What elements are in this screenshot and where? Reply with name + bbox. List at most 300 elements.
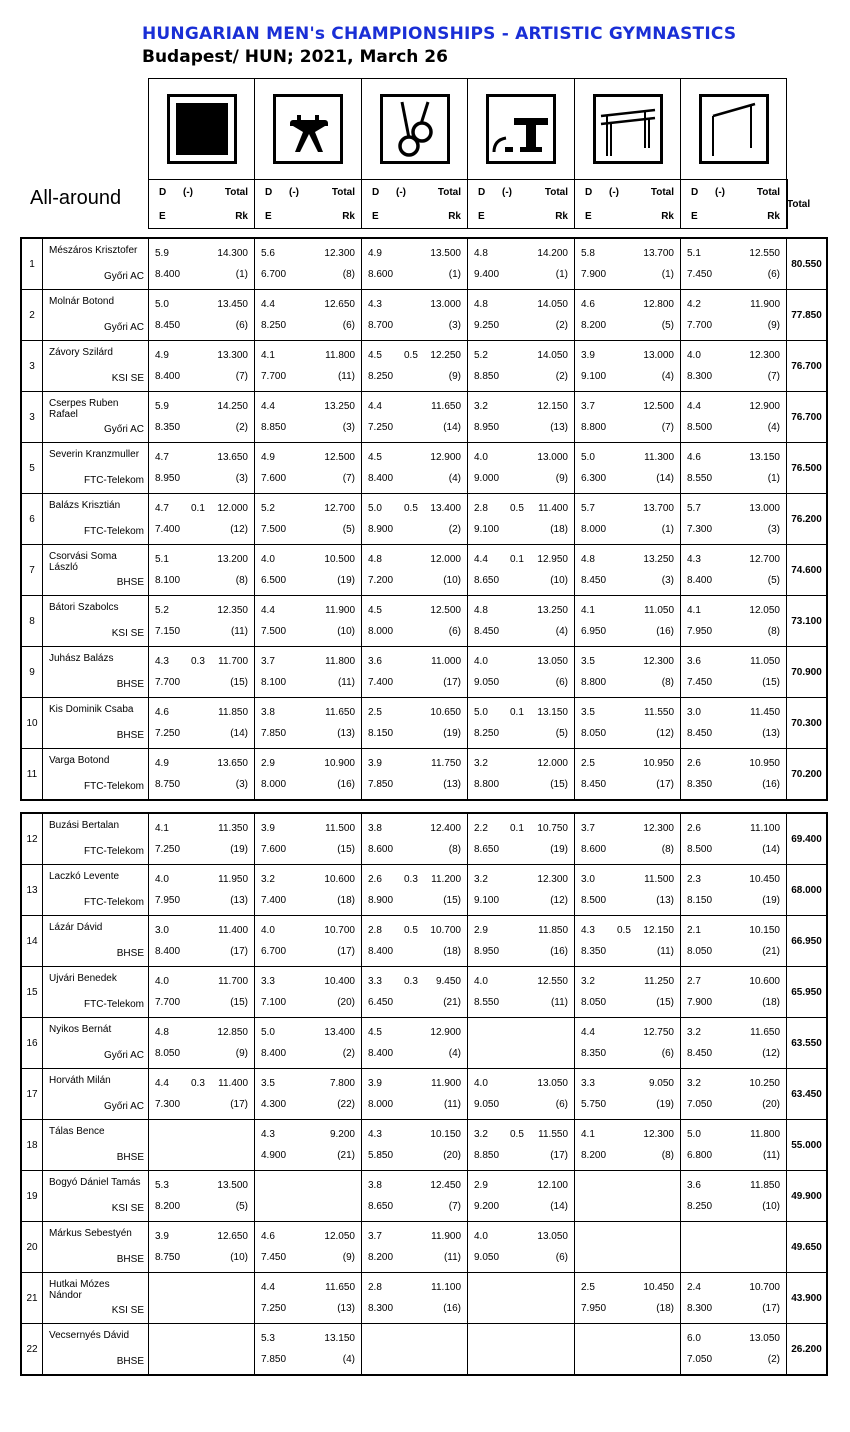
e-score: 8.650	[474, 575, 500, 586]
e-score: 7.850	[368, 779, 394, 790]
d-score: 3.6	[687, 1180, 701, 1191]
athlete-name: Nyikos Bernát	[49, 1024, 112, 1035]
event-score-cell	[149, 1069, 255, 1120]
event-total: 11.800	[750, 1129, 780, 1140]
e-score: 6.700	[261, 269, 287, 280]
e-score: 5.750	[581, 1099, 607, 1110]
event-total: 12.850	[217, 1027, 248, 1038]
event-score-cell	[468, 749, 575, 800]
e-score: 6.700	[261, 946, 287, 957]
pen-label: (-)	[502, 186, 512, 198]
penalty: 0.3	[404, 874, 418, 885]
athlete-cell	[43, 392, 149, 443]
e-score: 8.400	[687, 575, 713, 586]
d-score: 4.1	[581, 605, 595, 616]
event-score-cell	[468, 865, 575, 916]
parallel-bars-icon	[593, 94, 663, 164]
event-score-cell	[149, 392, 255, 443]
event-rank: (8)	[661, 677, 674, 688]
e-score: 8.050	[155, 1048, 181, 1059]
event-total: 10.650	[430, 707, 461, 718]
event-total: 11.650	[325, 1282, 355, 1293]
event-total: 10.250	[749, 1078, 780, 1089]
event-total: 13.450	[217, 299, 248, 310]
event-rank: (14)	[230, 728, 248, 739]
event-total: 11.400	[218, 925, 248, 936]
event-score-cell	[255, 239, 362, 290]
event-score-cell	[468, 290, 575, 341]
table-row	[22, 1171, 827, 1222]
event-rank: (11)	[230, 626, 248, 637]
event-total: 12.300	[643, 823, 674, 834]
event-rank: (8)	[661, 1150, 674, 1161]
event-rank: (14)	[550, 1201, 568, 1212]
event-score-cell	[149, 290, 255, 341]
d-score: 5.0	[474, 707, 488, 718]
event-total: 10.750	[537, 823, 568, 834]
col-header-hbar	[681, 180, 811, 229]
athlete-cell	[43, 1018, 149, 1069]
event-rank: (13)	[550, 422, 568, 433]
e-score: 7.950	[155, 895, 181, 906]
e-score: 8.900	[368, 524, 394, 535]
all-around-total: 65.950	[787, 967, 827, 1018]
event-total: 11.800	[325, 656, 355, 667]
event-rank: (1)	[661, 524, 674, 535]
d-score: 4.6	[581, 299, 595, 310]
d-score: 4.4	[261, 401, 275, 412]
athlete-club: Győri AC	[103, 1050, 144, 1061]
event-rank: (6)	[235, 320, 248, 331]
event-rank: (20)	[762, 1099, 780, 1110]
athlete-name: Cserpes Ruben Rafael	[49, 398, 119, 420]
pen-label: (-)	[183, 186, 193, 198]
rank-cell: 11	[22, 749, 43, 800]
all-around-total: 70.300	[787, 698, 827, 749]
event-score-cell	[255, 967, 362, 1018]
event-rank: (21)	[337, 1150, 355, 1161]
table-row	[22, 967, 827, 1018]
e-score: 8.800	[581, 677, 607, 688]
event-total: 12.000	[217, 503, 248, 514]
event-total: 10.600	[749, 976, 780, 987]
high-bar-icon	[699, 94, 769, 164]
d-score: 4.7	[155, 503, 169, 514]
event-rank: (11)	[762, 1150, 780, 1161]
d-score: 2.9	[474, 925, 488, 936]
e-score: 8.050	[687, 946, 713, 957]
event-score-cell	[468, 392, 575, 443]
event-total: 12.050	[324, 1231, 355, 1242]
e-score: 7.050	[687, 1099, 713, 1110]
event-total: 13.200	[217, 554, 248, 565]
e-score: 8.250	[687, 1201, 713, 1212]
event-score-cell	[681, 1324, 787, 1375]
d-score: 5.1	[687, 248, 701, 259]
e-score: 7.400	[155, 524, 181, 535]
athlete-name: Hutkai Mózes Nándor	[49, 1279, 110, 1301]
event-total: 13.050	[537, 1078, 568, 1089]
e-score: 9.050	[474, 1099, 500, 1110]
rk-label: Rk	[555, 210, 568, 222]
pen-label: (-)	[289, 186, 299, 198]
e-score: 7.250	[261, 1303, 287, 1314]
event-rank: (10)	[337, 626, 355, 637]
e-score: 7.250	[368, 422, 394, 433]
event-score-cell	[149, 814, 255, 865]
e-score: 7.250	[155, 728, 181, 739]
event-score-cell	[255, 443, 362, 494]
d-score: 3.5	[581, 707, 595, 718]
event-rank: (8)	[661, 844, 674, 855]
event-score-cell	[255, 1018, 362, 1069]
athlete-club: FTC-Telekom	[83, 846, 144, 857]
event-rank: (22)	[337, 1099, 355, 1110]
event-total: 12.000	[537, 758, 568, 769]
event-score-cell	[255, 1069, 362, 1120]
e-score: 8.350	[581, 1048, 607, 1059]
event-score-cell	[255, 647, 362, 698]
event-total: 12.300	[643, 656, 674, 667]
e-score: 7.200	[368, 575, 394, 586]
e-score: 8.300	[368, 1303, 394, 1314]
pen-label: (-)	[396, 186, 406, 198]
event-score-cell	[149, 1171, 255, 1222]
event-rank: (18)	[337, 895, 355, 906]
table-row	[22, 916, 827, 967]
event-score-cell	[362, 545, 468, 596]
event-score-cell	[255, 290, 362, 341]
e-score: 8.750	[155, 779, 181, 790]
d-score: 4.3	[368, 299, 382, 310]
all-around-total: 49.900	[787, 1171, 827, 1222]
event-total: 12.300	[643, 1129, 674, 1140]
e-score: 7.900	[581, 269, 607, 280]
d-score: 6.0	[687, 1333, 701, 1344]
e-label: E	[372, 210, 379, 222]
event-score-cell	[255, 545, 362, 596]
event-score-cell	[575, 865, 681, 916]
event-rank: (2)	[235, 422, 248, 433]
event-total: 13.000	[537, 452, 568, 463]
athlete-name: Horváth Milán	[49, 1075, 111, 1086]
event-total: 11.850	[538, 925, 568, 936]
pommel-horse-icon	[273, 94, 343, 164]
total-label: Total	[224, 186, 248, 198]
page-title: HUNGARIAN MEN's CHAMPIONSHIPS - ARTISTIC GYMNASTICS	[142, 24, 737, 44]
event-score-cell	[575, 1171, 681, 1222]
e-score: 8.300	[687, 371, 713, 382]
e-score: 6.800	[687, 1150, 713, 1161]
d-score: 5.0	[581, 452, 595, 463]
e-score: 8.450	[581, 575, 607, 586]
penalty: 0.5	[404, 925, 418, 936]
e-score: 4.300	[261, 1099, 287, 1110]
event-rank: (2)	[448, 524, 461, 535]
pen-label: (-)	[715, 186, 725, 198]
d-score: 3.9	[368, 758, 382, 769]
athlete-club: BHSE	[116, 730, 144, 741]
d-score: 4.4	[155, 1078, 169, 1089]
e-score: 9.250	[474, 320, 500, 331]
event-total: 13.500	[217, 1180, 248, 1191]
athlete-cell	[43, 647, 149, 698]
event-rank: (15)	[762, 677, 780, 688]
all-around-total: 70.200	[787, 749, 827, 800]
event-score-cell	[362, 392, 468, 443]
rank-cell: 9	[22, 647, 43, 698]
athlete-name: Juhász Balázs	[49, 653, 114, 664]
event-score-cell	[468, 814, 575, 865]
event-score-cell	[468, 494, 575, 545]
athlete-club: Győri AC	[103, 271, 144, 282]
d-score: 3.2	[687, 1078, 701, 1089]
table-row	[22, 494, 827, 545]
all-around-total: 63.550	[787, 1018, 827, 1069]
event-total: 9.050	[648, 1078, 674, 1089]
d-score: 4.1	[581, 1129, 595, 1140]
event-rank: (18)	[656, 1303, 674, 1314]
e-score: 9.100	[474, 524, 500, 535]
event-rank: (4)	[448, 473, 461, 484]
event-rank: (2)	[555, 320, 568, 331]
event-score-cell	[681, 865, 787, 916]
event-rank: (7)	[767, 371, 780, 382]
penalty: 0.1	[510, 823, 524, 834]
e-score: 8.100	[261, 677, 287, 688]
all-around-total: 66.950	[787, 916, 827, 967]
event-score-cell	[149, 1273, 255, 1324]
e-score: 7.100	[261, 997, 287, 1008]
event-total: 10.950	[643, 758, 674, 769]
d-score: 4.8	[474, 248, 488, 259]
event-rank: (13)	[656, 895, 674, 906]
event-score-cell	[681, 647, 787, 698]
e-score: 8.600	[368, 844, 394, 855]
e-score: 8.450	[581, 779, 607, 790]
e-score: 8.850	[261, 422, 287, 433]
event-score-cell	[681, 749, 787, 800]
event-score-cell	[149, 1222, 255, 1273]
col-header-rings	[362, 180, 468, 229]
event-total: 14.200	[537, 248, 568, 259]
d-score: 4.0	[261, 554, 275, 565]
e-score: 7.600	[261, 844, 287, 855]
d-score: 4.6	[155, 707, 169, 718]
event-total: 12.150	[537, 401, 568, 412]
event-score-cell	[468, 1018, 575, 1069]
all-around-total: 77.850	[787, 290, 827, 341]
table-row	[22, 545, 827, 596]
event-rank: (19)	[550, 844, 568, 855]
athlete-name: Balázs Krisztián	[49, 500, 121, 511]
d-score: 3.8	[368, 823, 382, 834]
athlete-cell	[43, 341, 149, 392]
event-score-cell	[149, 1120, 255, 1171]
event-total: 11.000	[431, 656, 461, 667]
athlete-name: Lázár Dávid	[49, 922, 103, 933]
event-total: 11.650	[750, 1027, 780, 1038]
pommel-horse-cell	[255, 79, 362, 180]
event-total: 13.150	[537, 707, 568, 718]
e-score: 6.450	[368, 997, 394, 1008]
d-score: 2.5	[581, 1282, 595, 1293]
event-score-cell	[575, 1324, 681, 1375]
event-total: 11.550	[538, 1129, 568, 1140]
event-total: 11.350	[218, 823, 248, 834]
table-row	[22, 1324, 827, 1375]
event-score-cell	[362, 1171, 468, 1222]
event-rank: (16)	[656, 626, 674, 637]
d-score: 3.2	[474, 758, 488, 769]
event-total: 10.700	[749, 1282, 780, 1293]
d-score: 2.5	[368, 707, 382, 718]
event-rank: (14)	[443, 422, 461, 433]
d-label: D	[478, 186, 486, 198]
e-score: 8.250	[261, 320, 287, 331]
e-score: 8.200	[581, 320, 607, 331]
e-score: 5.850	[368, 1150, 394, 1161]
event-score-cell	[468, 1324, 575, 1375]
athlete-name: Márkus Sebestyén	[49, 1228, 132, 1239]
event-total: 13.500	[430, 248, 461, 259]
d-score: 3.0	[155, 925, 169, 936]
event-rank: (1)	[767, 473, 780, 484]
event-score-cell	[575, 392, 681, 443]
event-score-cell	[681, 916, 787, 967]
event-rank: (7)	[342, 473, 355, 484]
rank-cell: 3	[22, 341, 43, 392]
table-row	[22, 749, 827, 800]
e-score: 7.600	[261, 473, 287, 484]
e-score: 8.500	[687, 844, 713, 855]
rank-cell: 19	[22, 1171, 43, 1222]
d-label: D	[691, 186, 699, 198]
event-total: 12.300	[537, 874, 568, 885]
total-label: Total	[544, 186, 568, 198]
total-header: Total	[787, 198, 811, 210]
e-score: 8.400	[155, 946, 181, 957]
e-score: 8.850	[474, 1150, 500, 1161]
event-score-cell	[255, 749, 362, 800]
event-score-cell	[362, 647, 468, 698]
event-score-cell	[255, 814, 362, 865]
event-score-cell	[149, 647, 255, 698]
rank-cell: 5	[22, 443, 43, 494]
event-rank: (20)	[443, 1150, 461, 1161]
results-table-group-2	[21, 813, 827, 1375]
d-score: 4.0	[261, 925, 275, 936]
event-total: 12.800	[643, 299, 674, 310]
e-score: 8.200	[155, 1201, 181, 1212]
d-score: 2.4	[687, 1282, 701, 1293]
event-total: 12.300	[324, 248, 355, 259]
event-rank: (20)	[337, 997, 355, 1008]
event-total: 13.250	[324, 401, 355, 412]
d-score: 4.0	[155, 874, 169, 885]
event-score-cell	[362, 1222, 468, 1273]
penalty: 0.5	[510, 1129, 524, 1140]
all-around-total: 49.650	[787, 1222, 827, 1273]
event-rank: (15)	[656, 997, 674, 1008]
athlete-cell	[43, 749, 149, 800]
event-score-cell	[575, 749, 681, 800]
event-total: 12.900	[749, 401, 780, 412]
event-rank: (13)	[230, 895, 248, 906]
event-score-cell	[468, 967, 575, 1018]
event-rank: (12)	[550, 895, 568, 906]
d-score: 2.8	[368, 1282, 382, 1293]
all-around-total: 63.450	[787, 1069, 827, 1120]
athlete-club: FTC-Telekom	[83, 897, 144, 908]
event-score-cell	[362, 443, 468, 494]
rank-cell: 7	[22, 545, 43, 596]
e-score: 4.900	[261, 1150, 287, 1161]
d-score: 4.3	[368, 1129, 382, 1140]
event-total: 12.700	[749, 554, 780, 565]
e-score: 7.950	[687, 626, 713, 637]
e-score: 8.800	[474, 779, 500, 790]
d-score: 2.7	[687, 976, 701, 987]
event-score-cell	[255, 1273, 362, 1324]
table-row	[22, 392, 827, 443]
d-score: 2.9	[474, 1180, 488, 1191]
event-score-cell	[255, 1324, 362, 1375]
event-score-cell	[681, 814, 787, 865]
athlete-club: BHSE	[116, 577, 144, 588]
event-rank: (18)	[550, 524, 568, 535]
e-score: 7.400	[261, 895, 287, 906]
e-score: 8.150	[687, 895, 713, 906]
e-score: 8.350	[581, 946, 607, 957]
event-score-cell	[149, 341, 255, 392]
event-rank: (8)	[767, 626, 780, 637]
rank-cell: 2	[22, 290, 43, 341]
athlete-club: Győri AC	[103, 1101, 144, 1112]
high-bar-cell	[681, 79, 787, 180]
event-rank: (16)	[762, 779, 780, 790]
d-score: 3.9	[581, 350, 595, 361]
event-rank: (6)	[555, 677, 568, 688]
event-score-cell	[468, 545, 575, 596]
d-score: 3.7	[261, 656, 275, 667]
athlete-cell	[43, 967, 149, 1018]
penalty: 0.5	[617, 925, 631, 936]
event-score-cell	[681, 494, 787, 545]
event-score-cell	[149, 916, 255, 967]
event-total: 10.600	[324, 874, 355, 885]
table-row	[22, 647, 827, 698]
athlete-cell	[43, 1069, 149, 1120]
event-score-cell	[362, 596, 468, 647]
d-score: 5.0	[368, 503, 382, 514]
event-score-cell	[255, 1222, 362, 1273]
d-score: 5.8	[581, 248, 595, 259]
table-row	[22, 290, 827, 341]
event-rank: (15)	[550, 779, 568, 790]
event-rank: (6)	[448, 626, 461, 637]
event-score-cell	[362, 494, 468, 545]
athlete-club: BHSE	[116, 679, 144, 690]
d-score: 4.0	[474, 452, 488, 463]
event-rank: (17)	[230, 1099, 248, 1110]
event-total: 13.300	[217, 350, 248, 361]
d-score: 5.3	[261, 1333, 275, 1344]
d-score: 4.4	[261, 1282, 275, 1293]
e-score: 8.200	[368, 1252, 394, 1263]
event-total: 12.400	[430, 823, 461, 834]
athlete-club: BHSE	[116, 1152, 144, 1163]
